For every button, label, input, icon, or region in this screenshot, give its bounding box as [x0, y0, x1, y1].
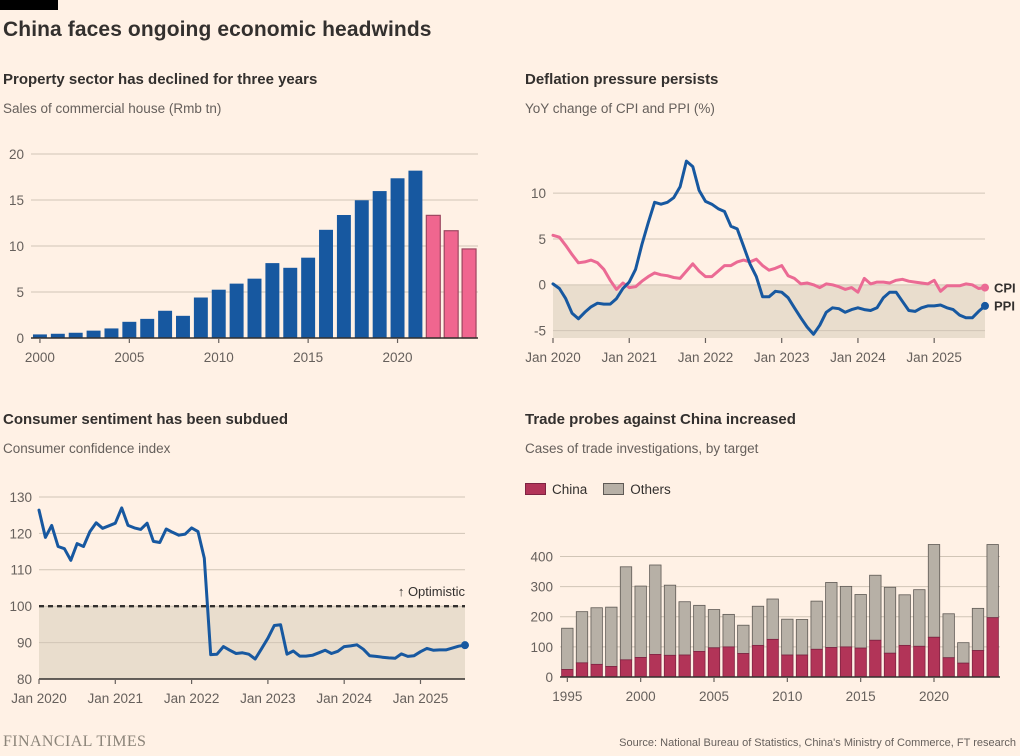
chart-subtitle-deflation: YoY change of CPI and PPI (%) [525, 101, 715, 116]
legend-label-china: China [552, 481, 588, 497]
svg-text:2020: 2020 [382, 349, 413, 365]
svg-text:Jan 2024: Jan 2024 [316, 690, 372, 706]
source-note: Source: National Bureau of Statistics, China's Ministry of Commerce, FT research [619, 737, 1016, 749]
svg-text:110: 110 [10, 562, 32, 578]
page-title: China faces ongoing economic headwinds [3, 18, 432, 41]
consumer-confidence-line-chart [3, 491, 481, 707]
chart-subtitle-trade: Cases of trade investigations, by target [525, 441, 759, 456]
svg-text:↑ Optimistic: ↑ Optimistic [397, 584, 465, 600]
svg-text:2010: 2010 [772, 688, 803, 704]
legend-swatch-others [603, 483, 624, 495]
svg-text:Jan 2025: Jan 2025 [906, 349, 962, 365]
svg-text:80: 80 [16, 671, 32, 687]
legend-swatch-china [525, 483, 546, 495]
svg-text:Jan 2022: Jan 2022 [677, 349, 734, 365]
svg-text:2005: 2005 [114, 349, 145, 365]
svg-text:Jan 2020: Jan 2020 [525, 349, 581, 365]
svg-text:5: 5 [16, 284, 24, 300]
svg-text:1995: 1995 [552, 688, 583, 704]
svg-text:2015: 2015 [293, 349, 324, 365]
ft-logo-text: FINANCIAL TIMES [3, 733, 147, 750]
svg-text:2015: 2015 [845, 688, 876, 704]
footer [3, 733, 1016, 751]
svg-text:15: 15 [8, 192, 24, 208]
panel-deflation [510, 56, 1020, 400]
svg-text:Jan 2021: Jan 2021 [87, 690, 144, 706]
chart-subtitle-sentiment: Consumer confidence index [3, 441, 171, 456]
svg-text:0: 0 [538, 277, 546, 293]
svg-text:CPI: CPI [994, 280, 1016, 296]
panel-property-sector [0, 56, 510, 400]
chart-grid [0, 56, 1020, 716]
panel-trade-probes [510, 400, 1020, 716]
svg-text:Jan 2020: Jan 2020 [11, 690, 67, 706]
svg-text:Jan 2025: Jan 2025 [392, 690, 449, 706]
chart-subtitle-property: Sales of commercial house (Rmb tn) [3, 101, 222, 116]
svg-text:130: 130 [9, 489, 32, 505]
svg-text:120: 120 [9, 526, 32, 542]
chart-title-trade: Trade probes against China increased [525, 411, 796, 428]
svg-text:PPI: PPI [994, 298, 1015, 314]
cpi-ppi-line-chart [525, 151, 1020, 363]
svg-text:200: 200 [530, 609, 553, 625]
svg-text:Jan 2023: Jan 2023 [240, 690, 296, 706]
svg-text:2020: 2020 [918, 688, 950, 704]
header [0, 0, 1020, 56]
trade-probes-stacked-bar-chart [525, 532, 1005, 707]
chart-title-sentiment: Consumer sentiment has been subdued [3, 411, 289, 428]
svg-text:5: 5 [538, 231, 546, 247]
svg-text:400: 400 [530, 549, 553, 565]
svg-text:Jan 2023: Jan 2023 [753, 349, 810, 365]
svg-text:2000: 2000 [24, 349, 55, 365]
svg-text:300: 300 [530, 579, 553, 595]
svg-text:10: 10 [8, 238, 24, 254]
svg-text:0: 0 [16, 330, 24, 346]
svg-text:Jan 2024: Jan 2024 [830, 349, 886, 365]
panel-consumer-sentiment [0, 400, 510, 716]
svg-text:Jan 2021: Jan 2021 [601, 349, 658, 365]
svg-text:90: 90 [16, 635, 32, 651]
svg-text:-5: -5 [533, 323, 546, 339]
svg-text:Jan 2022: Jan 2022 [163, 690, 220, 706]
chart-title-deflation: Deflation pressure persists [525, 71, 719, 88]
ft-top-bar [0, 0, 58, 10]
svg-text:10: 10 [530, 186, 546, 202]
legend-label-others: Others [630, 481, 671, 497]
svg-text:2000: 2000 [625, 688, 656, 704]
svg-text:2005: 2005 [698, 688, 730, 704]
svg-text:0: 0 [545, 669, 553, 685]
property-sales-bar-chart [3, 146, 481, 364]
trade-legend [525, 482, 1020, 496]
svg-text:100: 100 [530, 639, 553, 655]
svg-text:100: 100 [9, 599, 32, 615]
svg-text:2010: 2010 [203, 349, 234, 365]
chart-title-property: Property sector has declined for three years [3, 71, 318, 88]
svg-text:20: 20 [8, 146, 24, 162]
